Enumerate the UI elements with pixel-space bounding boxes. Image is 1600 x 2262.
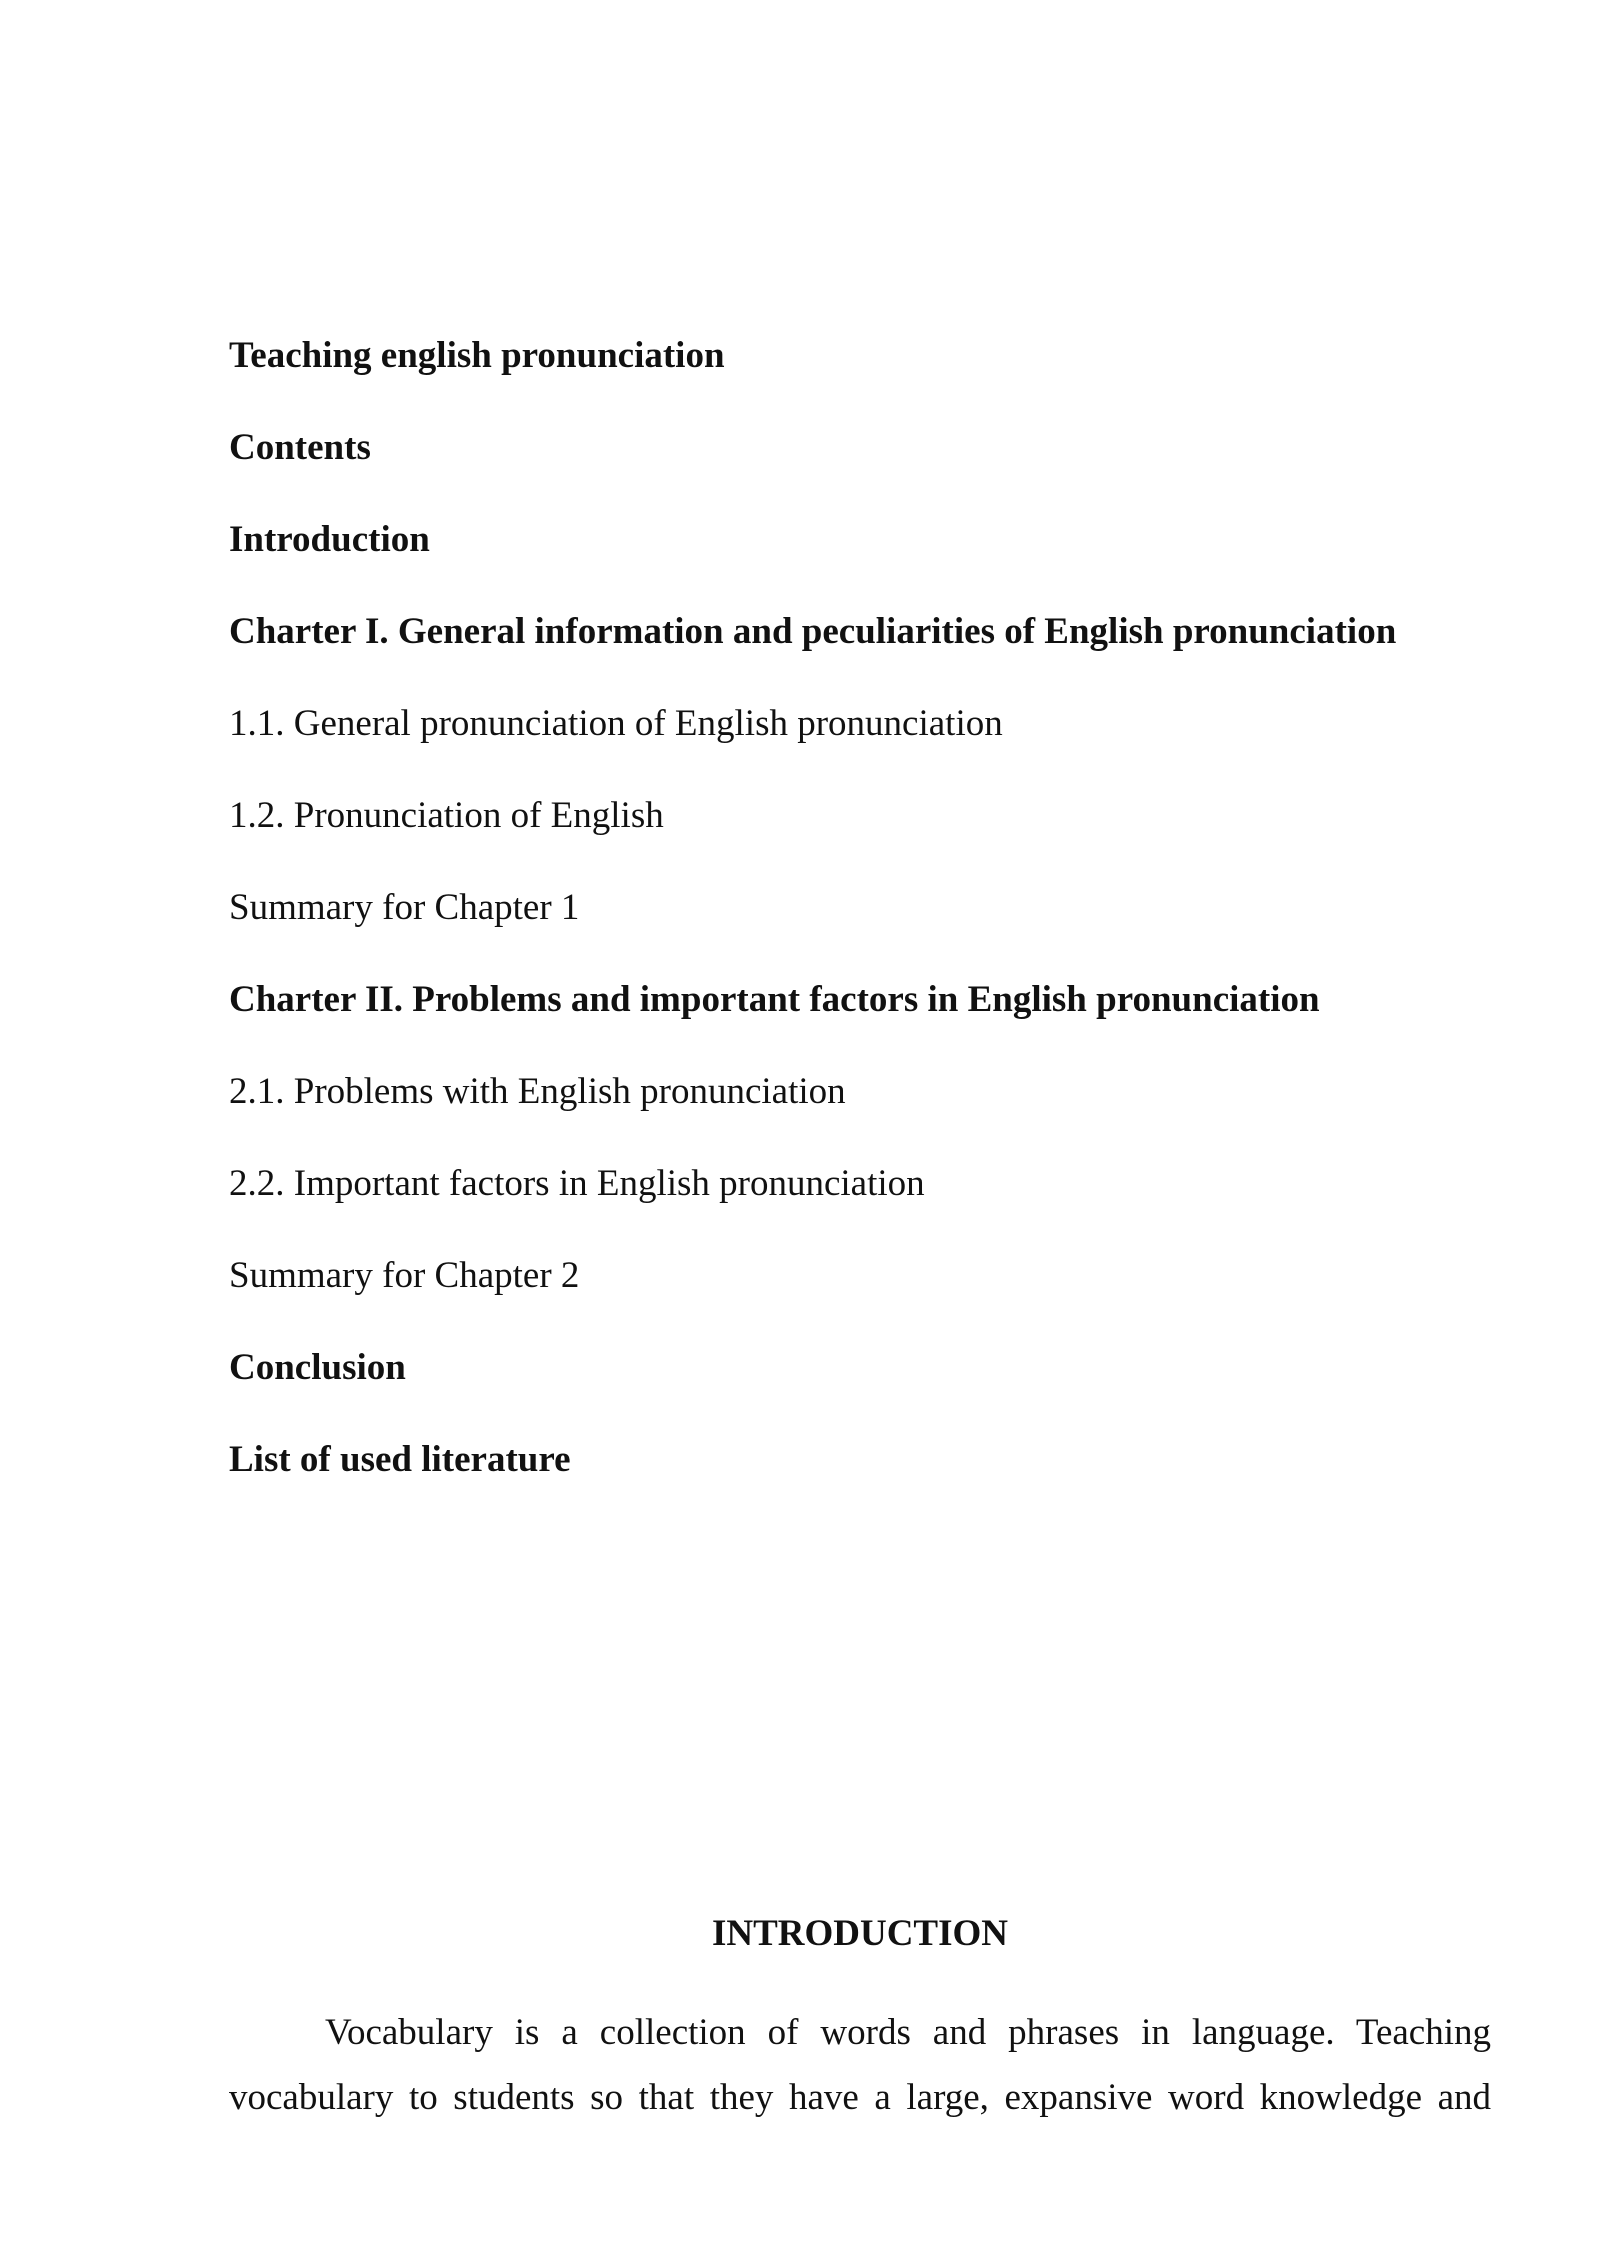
toc-entry-section-1-2: 1.2. Pronunciation of English: [229, 795, 664, 836]
document-title: Teaching english pronunciation: [229, 335, 725, 376]
toc-entry-conclusion: Conclusion: [229, 1347, 406, 1388]
contents-heading: Contents: [229, 427, 371, 468]
toc-entry-section-2-2: 2.2. Important factors in English pronunciation: [229, 1163, 925, 1204]
introduction-paragraph: Vocabulary is a collection of words and phrases in language. Teaching vocabulary to students so that they have a large, expansive word knowledge and: [229, 2012, 1491, 2118]
toc-entry-introduction: Introduction: [229, 519, 430, 560]
toc-entry-chapter-1: Charter I. General information and peculiarities of English pronunciation: [229, 611, 1397, 652]
toc-entry-literature: List of used literature: [229, 1439, 571, 1480]
toc-entry-summary-2: Summary for Chapter 2: [229, 1255, 580, 1296]
table-of-contents: [229, 334, 1489, 1530]
introduction-heading: INTRODUCTION: [711, 1913, 1009, 1954]
toc-entry-section-1-1: 1.1. General pronunciation of English pronunciation: [229, 703, 1003, 744]
toc-entry-summary-1: Summary for Chapter 1: [229, 887, 580, 928]
toc-entry-chapter-2: Charter II. Problems and important factors in English pronunciation: [229, 979, 1320, 1020]
toc-entry-section-2-1: 2.1. Problems with English pronunciation: [229, 1071, 846, 1112]
